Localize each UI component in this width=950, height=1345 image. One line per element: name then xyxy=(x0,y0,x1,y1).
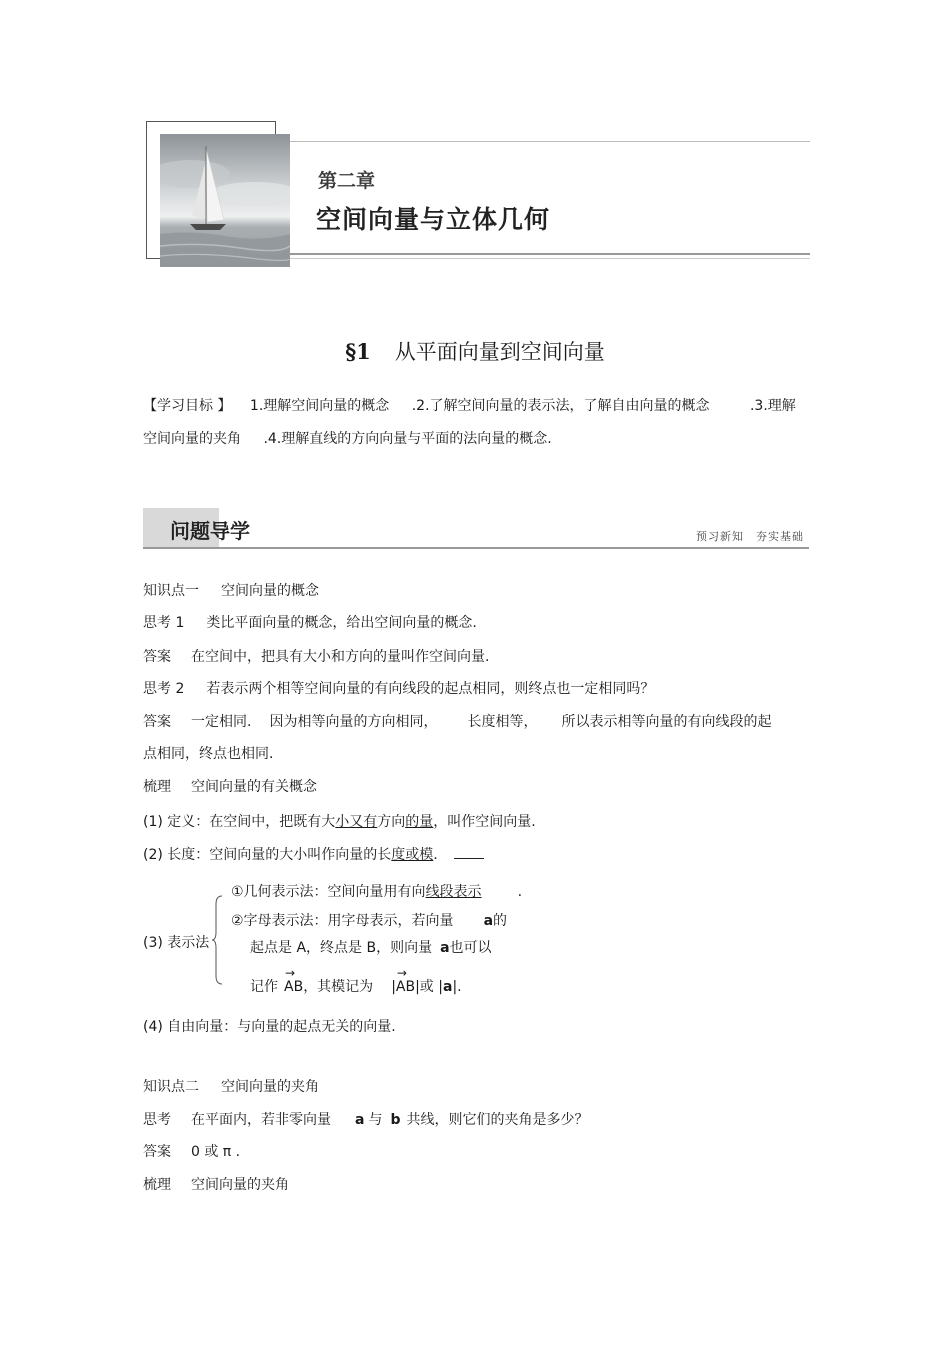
k1-question-1 xyxy=(143,612,477,632)
k2-heading-text: 空间向量的夹角 xyxy=(221,1079,319,1095)
rep-text: ，其模记为 xyxy=(303,979,374,995)
k2-answer xyxy=(143,1141,240,1161)
k2-q-text: 在平面内，若非零向量 xyxy=(191,1112,331,1128)
vector-ab: → AB xyxy=(284,979,303,995)
objective-item: 1.理解空间向量的概念 xyxy=(249,398,390,414)
vector-a: a xyxy=(355,1112,365,1128)
objective-item: .4.理解直线的方向向量与平面的法向量的概念. xyxy=(263,431,552,447)
k2-heading xyxy=(143,1076,319,1096)
k2-heading-label: 知识点二 xyxy=(143,1079,199,1095)
rep-text: 也可以 xyxy=(449,940,492,956)
section-title-text: 从平面向量到空间向量 xyxy=(394,340,605,364)
length-underline: 度或模 xyxy=(391,847,434,863)
length-text: (2) 长度：空间向量的大小叫作向量的长 xyxy=(143,847,392,863)
objective-item: .3.理解 xyxy=(749,398,796,414)
q2-label: 思考 2 xyxy=(143,681,185,697)
vector-a: a xyxy=(442,979,453,995)
k2-q-text: 与 xyxy=(368,1112,383,1128)
objective-item: .2.了解空间向量的表示法，了解自由向量的概念 xyxy=(411,398,710,414)
a2-part: 一定相同. xyxy=(191,714,252,730)
vector-b: b xyxy=(390,1112,401,1128)
header-rule-bottom-thin xyxy=(290,258,810,259)
k2-summary-label: 梳理 xyxy=(143,1177,171,1193)
rep-notation xyxy=(250,976,462,996)
chapter-label: 第二章 xyxy=(318,170,376,192)
k1-heading-label: 知识点一 xyxy=(143,583,199,599)
banner-rule xyxy=(143,547,809,549)
sailboat-image xyxy=(160,134,290,267)
chapter-title: 空间向量与立体几何 xyxy=(316,205,551,234)
def-text: 方向 xyxy=(377,814,406,830)
def-text: ，叫作空间向量. xyxy=(433,814,536,830)
rep-text: |. xyxy=(452,979,462,995)
header-rule-top xyxy=(290,141,810,142)
length-line xyxy=(143,844,484,864)
banner-sub-2: 夯实基础 xyxy=(756,530,804,543)
rep-text: ①几何表示法：空间向量用有向 xyxy=(231,884,426,900)
objectives-label: 【学习目标 】 xyxy=(143,398,232,414)
curly-brace xyxy=(212,894,224,986)
k1-summary xyxy=(143,776,317,796)
learning-objectives xyxy=(143,390,810,456)
banner-subtitle xyxy=(696,528,804,544)
q1-label: 思考 1 xyxy=(143,615,185,631)
free-vector-line: (4) 自由向量：与向量的起点无关的向量. xyxy=(143,1019,396,1035)
a2-part: 因为相等向量的方向相同， xyxy=(269,714,438,730)
def-underline: 小又有 xyxy=(335,814,378,830)
q1-text: 类比平面向量的概念，给出空间向量的概念. xyxy=(206,615,477,631)
a1-label: 答案 xyxy=(143,649,171,665)
section-title xyxy=(0,336,950,366)
k2-a-label: 答案 xyxy=(143,1144,171,1160)
k1-heading-text: 空间向量的概念 xyxy=(221,583,319,599)
fill-blank xyxy=(454,845,484,859)
def-line xyxy=(143,811,536,831)
k2-summary-text: 空间向量的夹角 xyxy=(191,1177,289,1193)
rep-text: 的 xyxy=(493,913,508,929)
rep-text: . xyxy=(517,884,523,900)
def-underline: 的量 xyxy=(405,814,434,830)
k2-q-label: 思考 xyxy=(143,1112,171,1128)
length-text: . xyxy=(433,847,438,863)
a2-label: 答案 xyxy=(143,714,171,730)
k2-question xyxy=(143,1109,588,1129)
rep-letter xyxy=(231,910,507,930)
vector-a: a xyxy=(440,940,450,956)
rep-text: ②字母表示法：用字母表示，若向量 xyxy=(231,913,454,929)
rep-text: 起点是 A，终点是 B，则向量 xyxy=(250,940,433,956)
summary-text: 空间向量的有关概念 xyxy=(191,779,317,795)
a2-part: 长度相等， xyxy=(467,714,538,730)
rep-geometric xyxy=(231,881,522,901)
k2-a-text: 0 或 π . xyxy=(191,1144,241,1160)
k1-answer-2 xyxy=(143,711,771,731)
k1-answer-2-cont: 点相同，终点也相同. xyxy=(143,746,274,762)
k2-summary xyxy=(143,1174,289,1194)
summary-label: 梳理 xyxy=(143,779,171,795)
rep-underline: 线段表示 xyxy=(425,884,482,900)
vector-ab-modulus: → AB xyxy=(396,979,415,995)
header-rule-bottom xyxy=(290,253,810,255)
k2-q-text: 共线，则它们的夹角是多少？ xyxy=(406,1112,589,1128)
banner-sub-1: 预习新知 xyxy=(696,530,744,543)
def-text: (1) 定义：在空间中，把既有大 xyxy=(143,814,336,830)
a2-part: 所以表示相等向量的有向线段的起 xyxy=(561,714,772,730)
k1-question-2 xyxy=(143,678,654,698)
k1-heading xyxy=(143,580,319,600)
rep-label: (3) 表示法 xyxy=(143,935,210,951)
rep-text: 记作 xyxy=(250,979,278,995)
rep-text: | xyxy=(391,979,396,995)
rep-text: |或 | xyxy=(415,979,443,995)
section-number: §1 xyxy=(345,339,371,364)
q2-text: 若表示两个相等空间向量的有向线段的起点相同，则终点也一定相同吗？ xyxy=(206,681,655,697)
banner-title: 问题导学 xyxy=(170,519,250,543)
objective-item: 空间向量的夹角 xyxy=(143,431,241,447)
a1-text: 在空间中，把具有大小和方向的量叫作空间向量. xyxy=(191,649,490,665)
k1-answer-1 xyxy=(143,646,489,666)
vector-a: a xyxy=(483,913,494,929)
rep-letter-cont xyxy=(250,937,492,957)
